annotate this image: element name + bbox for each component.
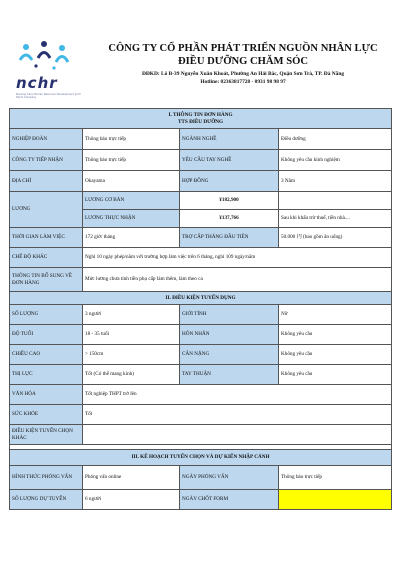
company-address: ĐĐKD: Lô B-39 Nguyễn Xuân Khoát, Phường An Hải Bắc, Quận Sơn Trà, TP. Đà Nẵng <box>141 71 345 77</box>
edu-label: VĂN HÓA <box>10 385 83 405</box>
table-row <box>10 248 392 268</box>
other-value <box>83 425 392 445</box>
age-label: ĐỘ TUỔI <box>10 325 83 345</box>
table-row <box>10 268 392 292</box>
hand-value: Không yêu cầu <box>279 365 392 385</box>
logo-wordmark: nchr <box>16 74 58 92</box>
net-salary-value: ¥137,766 <box>180 210 279 228</box>
table-row <box>10 150 392 171</box>
section1-title <box>10 109 392 129</box>
contract-value: 3 Năm <box>279 171 392 192</box>
company-name-line1: CÔNG TY CỔ PHẦN PHÁT TRIỂN NGUỒN NHÂN LỰC <box>108 43 378 54</box>
qty-label: SỐ LƯỢNG <box>10 305 83 325</box>
interview-form-value: Phỏng vấn online <box>83 466 180 490</box>
edu-value: Tốt nghiệp THPT trở lên <box>83 385 392 405</box>
form-close-date-value <box>279 490 392 510</box>
gender-label: GIỚI TÍNH <box>180 305 279 325</box>
extra-value: Mức lương chưa tính tiền phụ cấp làm thêm, làm theo ca <box>83 268 392 292</box>
vision-value: Tốt (Có thể mang kính) <box>83 365 180 385</box>
contract-label: HỢP ĐỒNG <box>180 171 279 192</box>
other-label: ĐIỀU KIỆN TUYỂN CHỌN KHÁC <box>10 425 83 445</box>
union-label: NGHIỆP ĐOÀN <box>10 129 83 150</box>
hours-value: 172 giờ/ tháng <box>83 228 180 248</box>
receiver-value: Thông báo trực tiếp <box>83 150 180 171</box>
form-close-date-label: NGÀY CHỐT FORM <box>180 490 279 510</box>
industry-value: Điều dưỡng <box>279 129 392 150</box>
base-salary-label: LƯƠNG CƠ BẢN <box>83 192 180 210</box>
regime-value: Nghỉ 10 ngày phép/năm với trường hợp làm việc trên 6 tháng, nghỉ 109 ngày/năm <box>83 248 392 268</box>
section1-title-line2: TTS ĐIỀU DƯỠNG <box>177 118 224 125</box>
marital-value: Không yêu cầu <box>279 325 392 345</box>
expected-qty-value: 6 người <box>83 490 180 510</box>
allowance-label: TRỢ CẤP THÁNG ĐẦU TIÊN <box>180 228 279 248</box>
location-label: ĐỊA CHỈ <box>10 171 83 192</box>
industry-label: NGÀNH NGHỀ <box>180 129 279 150</box>
expected-qty-label: SỐ LƯỢNG DỰ TUYỂN <box>10 490 83 510</box>
base-salary-note <box>279 192 392 210</box>
table-row <box>10 305 392 325</box>
company-hotline: Hotline: 02363817728 - 0931 98 98 97 <box>200 79 286 85</box>
table-row <box>10 129 392 150</box>
table-row <box>10 425 392 445</box>
table-row <box>10 466 392 490</box>
skill-value: Không yêu cầu kinh nghiệm <box>279 150 392 171</box>
extra-label: THÔNG TIN BỔ SUNG VỀ ĐƠN HÀNG <box>10 268 83 292</box>
weight-value: Không yêu cầu <box>279 345 392 365</box>
location-value: Okayama <box>83 171 180 192</box>
receiver-label: CÔNG TY TIẾP NHẬN <box>10 150 83 171</box>
union-value: Thông báo trực tiếp <box>83 129 180 150</box>
logo-figures-icon <box>12 38 82 74</box>
table-row <box>10 345 392 365</box>
company-contact <box>92 70 394 86</box>
company-logo <box>12 38 82 98</box>
interview-form-label: HÌNH THỨC PHỎNG VẤN <box>10 466 83 490</box>
table-row <box>10 385 392 405</box>
hours-label: THỜI GIAN LÀM VIỆC <box>10 228 83 248</box>
table-row <box>10 192 392 210</box>
company-name-line2: ĐIỀU DƯỠNG CHĂM SÓC <box>178 56 308 67</box>
interview-date-value: Thông báo trực tiếp <box>279 466 392 490</box>
company-header <box>6 38 394 119</box>
height-label: CHIỀU CAO <box>10 345 83 365</box>
net-salary-label: LƯƠNG THỰC NHẬN <box>83 210 180 228</box>
logo-tagline: Nursing Care Human Resource Development Joint Stock Company <box>16 93 81 99</box>
table-row <box>10 490 392 510</box>
interview-date-label: NGÀY PHỎNG VẤN <box>180 466 279 490</box>
table-row <box>10 171 392 192</box>
age-value: 18 - 35 tuổi <box>83 325 180 345</box>
salary-label: LƯƠNG <box>10 192 83 228</box>
base-salary-value: ¥182,900 <box>180 192 279 210</box>
section1-title-line1: I. THÔNG TIN ĐƠN HÀNG <box>168 112 233 119</box>
table-row <box>10 325 392 345</box>
gender-value: Nữ <box>279 305 392 325</box>
qty-value: 3 người <box>83 305 180 325</box>
section3-title: III. KẾ HOẠCH TUYỂN CHỌN VÀ DỰ KIẾN NHẬP CẢNH <box>10 450 392 466</box>
table-row <box>10 228 392 248</box>
vision-label: THỊ LỰC <box>10 365 83 385</box>
table-row <box>10 405 392 425</box>
table-row <box>10 365 392 385</box>
hand-label: TAY THUẬN <box>180 365 279 385</box>
regime-label: CHẾ ĐỘ KHÁC <box>10 248 83 268</box>
company-name <box>92 42 394 68</box>
skill-label: YÊU CẦU TAY NGHỀ <box>180 150 279 171</box>
health-label: SỨC KHỎE <box>10 405 83 425</box>
marital-label: HÔN NHÂN <box>180 325 279 345</box>
section2-title: II. ĐIỀU KIỆN TUYỂN DỤNG <box>10 292 392 305</box>
weight-label: CÂN NẶNG <box>180 345 279 365</box>
height-value: > 150cm <box>83 345 180 365</box>
net-salary-note: Sau khi khấu trừ thuế, tiền nhà.... <box>279 210 392 228</box>
health-value: Tốt <box>83 405 392 425</box>
order-table <box>9 108 392 510</box>
allowance-value: 50.000 円 (bao gồm ăn uống) <box>279 228 392 248</box>
